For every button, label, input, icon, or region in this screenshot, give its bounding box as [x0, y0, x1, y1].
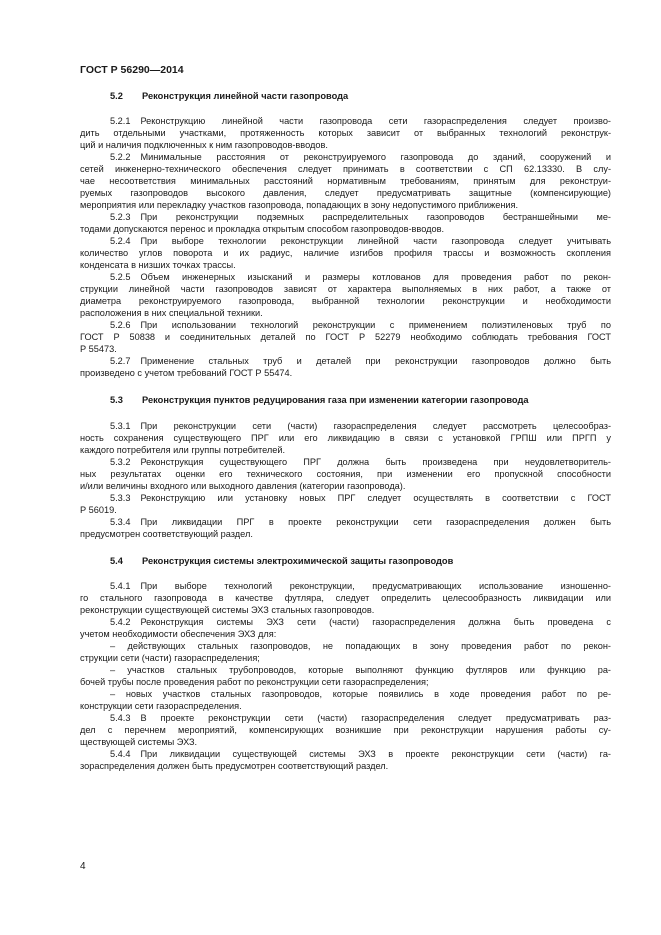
section-number: 5.4: [110, 556, 123, 566]
paragraph-line: тодами допускаются перенос и прокладка открытым способом газопроводов-вводов.: [80, 224, 444, 234]
paragraph-number: 5.2.3: [110, 212, 131, 222]
paragraph-line: 5.2.2 Минимальные расстояния от реконструируемого газопровода до зданий, сооружений и: [110, 152, 611, 162]
section-title: Реконструкция пунктов редуцирования газа при изменении категории газопровода: [142, 395, 529, 405]
paragraph-line: дить отдельными участками, протяженность которых зависит от выбранных технологий реконструк-: [80, 128, 611, 138]
paragraph-number: 5.2.7: [110, 356, 131, 366]
paragraph-line: конструкции сети газораспределения.: [80, 701, 242, 711]
paragraph-number: 5.4.4: [110, 749, 131, 759]
paragraph-line: 5.2.3 При реконструкции подземных распределительных газопроводов бестраншейными ме-: [110, 212, 611, 222]
paragraph-line: 5.2.4 При выборе технологии реконструкции линейной части газопровода следует учитывать: [110, 236, 611, 246]
paragraph-line: бочей трубы после проведения работ по реконструкции сети газораспределения;: [80, 677, 429, 687]
paragraph-number: 5.2.6: [110, 320, 131, 330]
paragraph-line: 5.2.6 При использовании технологий реконструкции с применением полиэтиленовых труб по: [110, 320, 611, 330]
paragraph-line: – участков стальных трубопроводов, которые выполняют функцию футляров или функцию ра-: [110, 665, 611, 675]
paragraph-line: 5.4.1 При выборе технологий реконструкции, предусматривающих использование изношенно-: [110, 581, 611, 591]
paragraph-line: конденсата в низших точках трассы.: [80, 260, 236, 270]
paragraph-line: ществующей системы ЭХЗ.: [80, 737, 198, 747]
section-heading-5-4: [110, 556, 453, 566]
section-title: Реконструкция линейной части газопровода: [142, 91, 349, 101]
paragraph-line: расположения в них специальной техники.: [80, 308, 263, 318]
section-number: 5.2: [110, 91, 123, 101]
paragraph-line: струкции сети (части) газораспределения;: [80, 653, 260, 663]
paragraph-number: 5.3.2: [110, 457, 131, 467]
paragraph-line: ций и наличия подключенных к ним газопроводов-вводов.: [80, 140, 328, 150]
paragraph-line: 5.4.3 В проекте реконструкции сети (части) газораспределения следует предусматривать раз-: [110, 713, 611, 723]
paragraph-line: руемых газопроводов высокого давления, следует предусматривать защитные (компенсирующие): [80, 188, 611, 198]
paragraph-number: 5.4.2: [110, 617, 131, 627]
paragraph-line: дел с перечнем мероприятий, компенсирующих возникшие при реконструкции нарушения работы су-: [80, 725, 611, 735]
paragraph-line: 5.3.3 Реконструкцию или установку новых ПРГ следует осуществлять в соответствии с ГОСТ: [110, 493, 611, 503]
paragraph-line: Р 55473.: [80, 344, 117, 354]
paragraph-line: учетом необходимости обеспечения ЭХЗ для:: [80, 629, 277, 639]
paragraph-line: количество углов поворота и их радиус, наличие изгибов профиля трассы и возможность скопления: [80, 248, 611, 258]
paragraph-line: и/или величины входного или выходного давления (категории газопровода).: [80, 481, 406, 491]
paragraph-line: 5.3.1 При реконструкции сети (части) газораспределения следует рассмотреть целесообраз-: [110, 421, 611, 431]
section-title: Реконструкция системы электрохимической защиты газопроводов: [142, 556, 454, 566]
paragraph-line: го стального газопровода в качестве футляра, следует определить целесообразность ликвидации или: [80, 593, 611, 603]
paragraph-line: сетей инженерно-технического обеспечения следует принимать в соответствии с СП 62.13330. В слу-: [80, 164, 611, 174]
paragraph-line: мероприятия или перекладку участков газопровода, попадающих в зону недопустимого приближения.: [80, 200, 519, 210]
paragraph-line: 5.3.4 При ликвидации ПРГ в проекте реконструкции сети газораспределения должен быть: [110, 517, 611, 527]
paragraph-line: Р 56019.: [80, 505, 117, 515]
page-number: 4: [80, 861, 86, 872]
paragraph-line: струкции линейной части газопроводов зависят от характера выполняемых в них работ, а также от: [80, 284, 611, 294]
paragraph-number: 5.2.4: [110, 236, 131, 246]
paragraph-line: чае несоответствия минимальных расстояний нормативным требованиям, принятым для реконструи-: [80, 176, 611, 186]
paragraph-number: 5.2.1: [110, 116, 131, 126]
paragraph-line: 5.2.1 Реконструкцию линейной части газопровода сети газораспределения следует произво-: [110, 116, 611, 126]
paragraph-line: – действующих стальных газопроводов, не попадающих в зону проведения работ по рекон-: [110, 641, 611, 651]
paragraph-line: реконструкции существующей системы ЭХЗ стальных газопроводов.: [80, 605, 375, 615]
paragraph-line: 5.4.4 При ликвидации существующей системы ЭХЗ в проекте реконструкции сети (части) га-: [110, 749, 611, 759]
paragraph-line: ность сохранения существующего ПРГ или его ликвидацию в связи с установкой ГРПШ или ПРГП у: [80, 433, 611, 443]
paragraph-number: 5.3.3: [110, 493, 131, 503]
paragraph-line: предусмотрен соответствующий раздел.: [80, 529, 253, 539]
paragraph-number: 5.4.1: [110, 581, 131, 591]
paragraph-line: зораспределения должен быть предусмотрен соответствующий раздел.: [80, 761, 389, 771]
paragraph-number: 5.4.3: [110, 713, 131, 723]
paragraph-line: 5.2.5 Объем инженерных изысканий и размеры котлованов для проведения работ по рекон-: [110, 272, 611, 282]
paragraph-line: – новых участков стальных газопроводов, которые появились в ходе проведения работ по ре-: [110, 689, 611, 699]
paragraph-number: 5.2.5: [110, 272, 131, 282]
section-heading-5-2: [110, 91, 348, 101]
paragraph-line: ных результатах оценки его технического состояния, при изменении его пропускной способности: [80, 469, 611, 479]
paragraph-number: 5.3.4: [110, 517, 131, 527]
paragraph-line: ГОСТ Р 50838 и соединительных деталей по ГОСТ Р 52279 необходимо соблюдать требования ГОСТ: [80, 332, 611, 342]
paragraph-number: 5.3.1: [110, 421, 131, 431]
section-number: 5.3: [110, 395, 123, 405]
paragraph-line: 5.4.2 Реконструкция системы ЭХЗ сети (части) газораспределения должна быть проведена с: [110, 617, 611, 627]
standard-header: ГОСТ Р 56290—2014: [80, 64, 184, 76]
paragraph-line: диаметра реконструируемого газопровода, выбранной технологии реконструкции и необходимости: [80, 296, 611, 306]
section-heading-5-3: [110, 395, 529, 405]
paragraph-line: произведено с учетом требований ГОСТ Р 55474.: [80, 368, 293, 378]
paragraph-line: 5.3.2 Реконструкция существующего ПРГ должна быть произведена при неудовлетворитель-: [110, 457, 611, 467]
paragraph-number: 5.2.2: [110, 152, 131, 162]
paragraph-line: каждого потребителя или группы потребителей.: [80, 445, 286, 455]
paragraph-line: 5.2.7 Применение стальных труб и деталей при реконструкции газопроводов должно быть: [110, 356, 611, 366]
